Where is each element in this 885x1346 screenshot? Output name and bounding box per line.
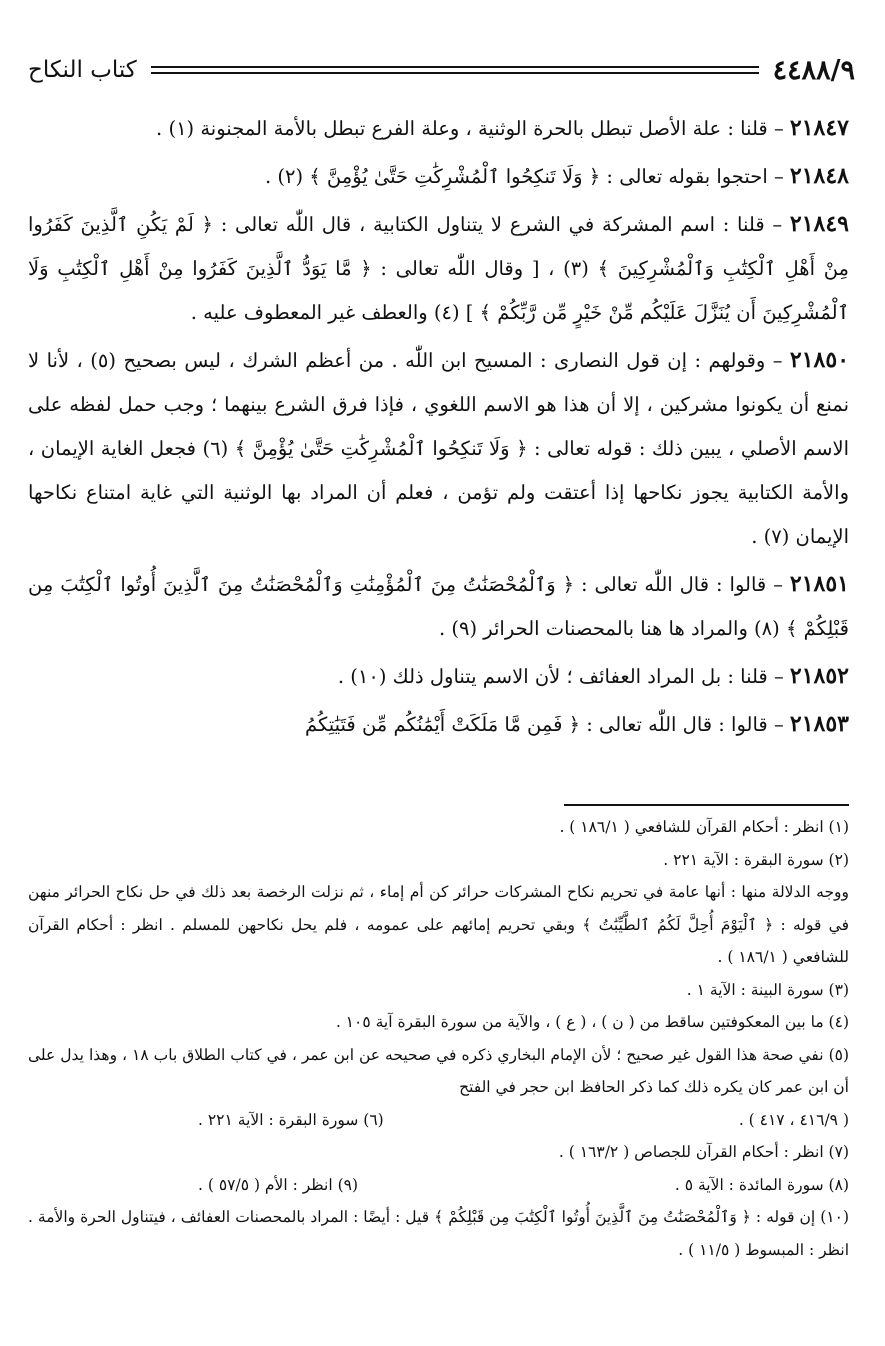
paragraph-number: ٢١٨٥٠	[789, 347, 850, 373]
paragraph-text: – وقولهم : إن قول النصارى : المسيح ابن اللّٰه . من أعظم الشرك ، ليس بصحيح (٥) ، لأنا لا نمنع أن يكونوا مشركين ، إلا أن هذا هو الاسم اللغوي ، فإذا فرق الشرع بينهما ؛ وجب حمل لفظه على الاسم الأصلي ، يبين ذلك : قوله تعالى : ﴿ وَلَا تَنكِحُوا ٱلْمُشْرِكَٰتِ حَتَّىٰ يُؤْمِنَّ ﴾ (٦) فجعل الغاية الإيمان ، والأمة الكتابية يجوز نكاحها إذا أعتقت ولم تؤمن ، فعلم أن المراد بها الوثنية التي غاية امتناع نكاحها الإيمان (٧) .	[28, 349, 850, 548]
paragraph-number: ٢١٨٤٨	[789, 163, 849, 189]
footnote-pair	[28, 1169, 849, 1202]
footnote: (٦) سورة البقرة : الآية ٢٢١ .	[198, 1110, 384, 1129]
paragraph-number: ٢١٨٥١	[789, 571, 849, 597]
footnotes	[28, 811, 849, 1266]
paragraph	[28, 702, 849, 747]
footnote: (٩) انظر : الأم ( ٥٧/٥ ) .	[198, 1175, 359, 1194]
paragraph-text: – قلنا : علة الأصل تبطل بالحرة الوثنية ، وعلة الفرع تبطل بالأمة المجنونة (١) .	[156, 117, 784, 140]
paragraph	[28, 154, 849, 199]
paragraph	[28, 338, 849, 559]
footnote: ( ٤١٦/٩ ، ٤١٧ ) .	[738, 1110, 849, 1129]
footnote: (٢) سورة البقرة : الآية ٢٢١ .	[663, 850, 849, 869]
paragraph	[28, 106, 849, 151]
footnote-separator	[564, 804, 849, 806]
footnote: (٧) انظر : أحكام القرآن للجصاص ( ١٦٣/٢ ) .	[558, 1143, 849, 1161]
page-header	[28, 50, 855, 90]
paragraph-number: ٢١٨٥٣	[789, 711, 849, 737]
footnote: (١٠) إن قوله : ﴿ وَٱلْمُحْصَنَٰتُ مِنَ ٱلَّذِينَ أُوتُوا ٱلْكِتَٰبَ مِن قَبْلِكُمْ ﴾ قيل : أيضًا : المراد بالمحصنات العفائف ، فيتناول الحرة والأمة . انظر : المبسوط ( ١١/٥ ) .	[28, 1208, 849, 1259]
paragraph	[28, 202, 849, 335]
paragraph-number: ٢١٨٤٩	[789, 211, 849, 237]
paragraph-number: ٢١٨٥٢	[789, 663, 849, 689]
paragraph-text: – قالوا : قال اللّٰه تعالى : ﴿ وَٱلْمُحْصَنَٰتُ مِنَ ٱلْمُؤْمِنَٰتِ وَٱلْمُحْصَنَٰتُ مِنَ ٱلَّذِينَ أُوتُوا ٱلْكِتَٰبَ مِن قَبْلِكُمْ ﴾ (٨) والمراد ها هنا بالمحصنات الحرائر (٩) .	[28, 573, 849, 640]
paragraph	[28, 654, 849, 699]
footnote: (١) انظر : أحكام القرآن للشافعي ( ١٨٦/١ ) .	[559, 818, 849, 836]
header-double-rule	[151, 66, 759, 74]
footnote: (٣) سورة البينة : الآية ١ .	[686, 980, 849, 999]
paragraph	[28, 562, 849, 651]
main-text	[28, 106, 849, 750]
paragraph-text: – قلنا : بل المراد العفائف ؛ لأن الاسم يتناول ذلك (١٠) .	[337, 665, 784, 688]
footnote: (٥) نفي صحة هذا القول غير صحيح ؛ لأن الإمام البخاري ذكره في صحيحه عن ابن عمر ، في كتاب الطلاق باب ١٨ ، وهذا يدل على أن ابن عمر كان يكره ذلك كما ذكر الحافظ ابن حجر في الفتح	[28, 1045, 850, 1096]
paragraph-text: – قلنا : اسم المشركة في الشرع لا يتناول الكتابية ، قال اللّٰه تعالى : ﴿ لَمْ يَكُنِ ٱلَّذِينَ كَفَرُوا مِنْ أَهْلِ ٱلْكِتَٰبِ وَٱلْمُشْرِكِينَ ﴾ (٣) ، [ وقال اللّٰه تعالى : ﴿ مَّا يَوَدُّ ٱلَّذِينَ كَفَرُوا مِنْ أَهْلِ ٱلْكِتَٰبِ وَلَا ٱلْمُشْرِكِينَ أَن يُنَزَّلَ عَلَيْكُم مِّنْ خَيْرٍ مِّن رَّبِّكُمْ ﴾ ] (٤) والعطف غير المعطوف عليه .	[28, 213, 849, 324]
paragraph-number: ٢١٨٤٧	[789, 115, 849, 141]
footnote: (٨) سورة المائدة : الآية ٥ .	[674, 1175, 849, 1194]
chapter-title: كتاب النكاح	[28, 57, 137, 83]
page-number: ٤٤٨٨/٩	[772, 54, 855, 86]
footnote: ووجه الدلالة منها : أنها عامة في تحريم نكاح المشركات حرائر كن أم إماء ، ثم نزلت الرخصة بعد ذلك في حل نكاح الحرائر منهن في قوله : ﴿ ٱلْيَوْمَ أُحِلَّ لَكُمُ ٱلطَّيِّبَٰتُ ﴾ وبقي تحريم إمائهم على عمومه ، فلم يحل نكاحهن للمسلم . انظر : أحكام القرآن للشافعي ( ١٨٦/١ ) .	[28, 883, 849, 966]
paragraph-text: – احتجوا بقوله تعالى : ﴿ وَلَا تَنكِحُوا ٱلْمُشْرِكَٰتِ حَتَّىٰ يُؤْمِنَّ ﴾ (٢) .	[264, 165, 784, 188]
footnote: (٤) ما بين المعكوفتين ساقط من ( ن ) ، ( ع ) ، والآية من سورة البقرة آية ١٠٥ .	[335, 1013, 849, 1031]
footnote-pair	[28, 1104, 849, 1137]
paragraph-text: – قالوا : قال اللّٰه تعالى : ﴿ فَمِن مَّا مَلَكَتْ أَيْمَٰنُكُم مِّن فَتَيَٰتِكُمُ	[305, 713, 784, 736]
